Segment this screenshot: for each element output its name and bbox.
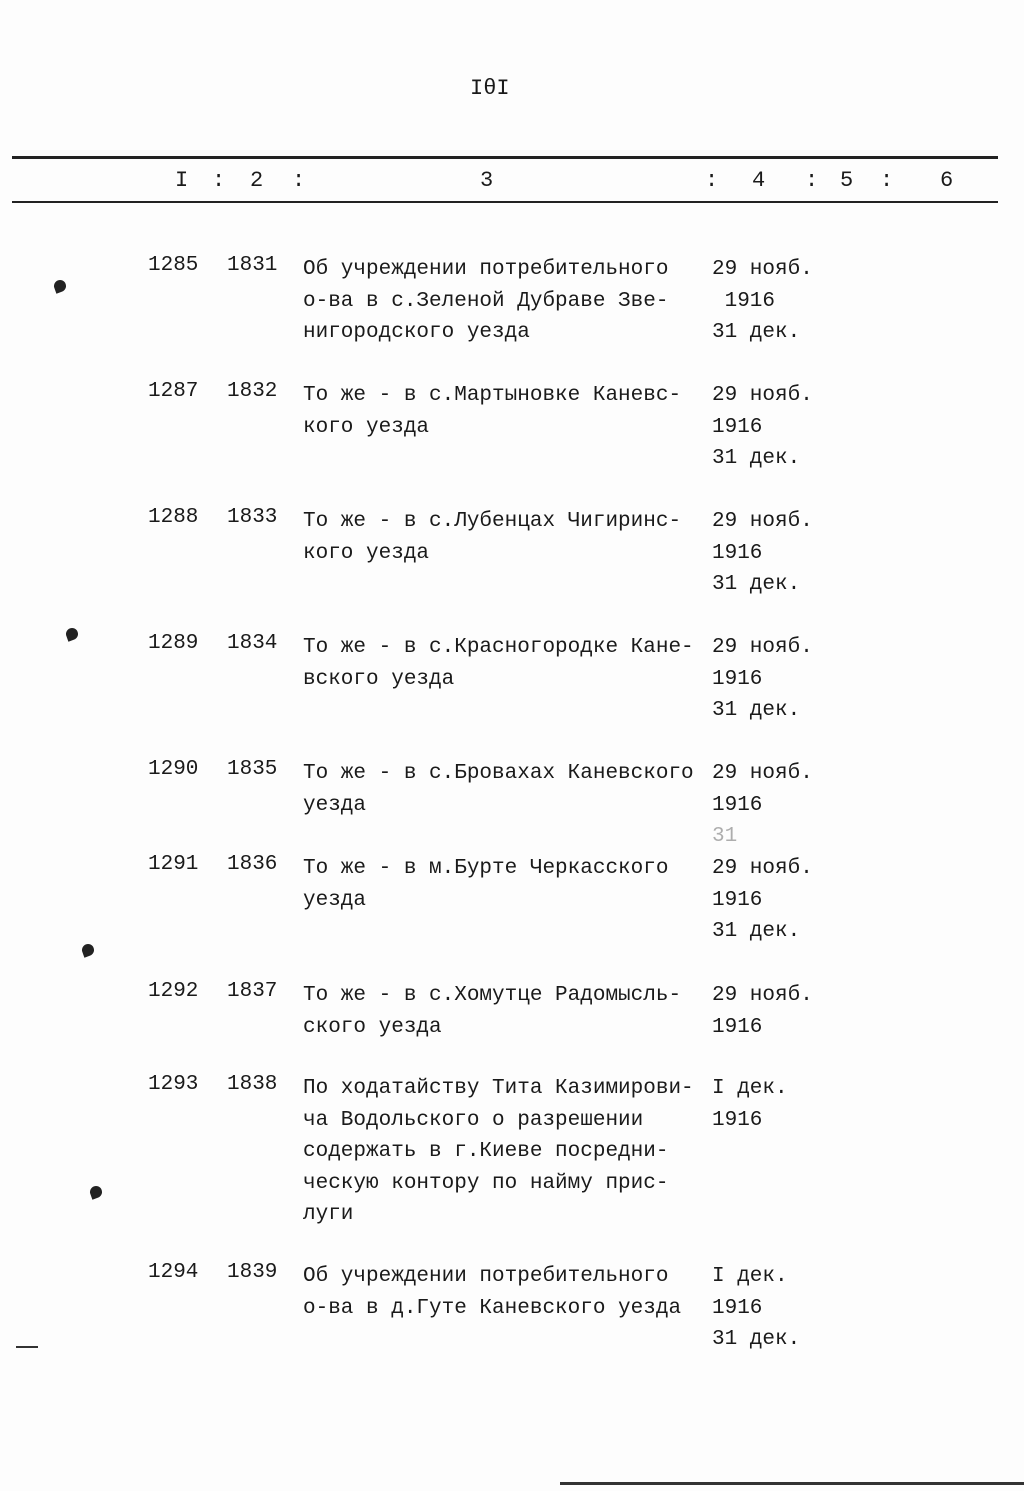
- binding-hole-mark: [64, 626, 79, 641]
- entry-dates: I дек. 1916: [712, 1077, 788, 1132]
- header-top-rule: [12, 156, 998, 159]
- file-number: 1835: [227, 758, 278, 781]
- entry-title: То же - в м.Бурте Черкасского уезда: [303, 857, 669, 912]
- entry-number: 1288: [148, 506, 199, 529]
- entry-title: То же - в с.Красногородке Кане- вского уезда: [303, 636, 694, 691]
- binding-hole-mark: [52, 278, 67, 293]
- entry-dates: I дек. 1916 31 дек.: [712, 1265, 801, 1351]
- page-number: IθI: [470, 76, 510, 101]
- col-header-5: 5: [840, 168, 854, 193]
- entry-number: 1290: [148, 758, 199, 781]
- entry-dates: 29 нояб. 1916: [712, 762, 813, 817]
- faint-date: 31: [712, 825, 738, 848]
- col-header-4: 4: [752, 168, 766, 193]
- entry-title: То же - в с.Хомутце Радомысль- ского уезда: [303, 984, 682, 1039]
- col-sep: :: [880, 168, 894, 193]
- col-sep: :: [292, 168, 306, 193]
- binding-hole-mark: [88, 1184, 103, 1199]
- entry-title: По ходатайству Тита Казимирови- ча Водольского о разрешении содержать в г.Киеве посредни- ческую контору по найму прис- луги: [303, 1077, 694, 1226]
- col-header-3: 3: [480, 168, 494, 193]
- file-number: 1833: [227, 506, 278, 529]
- header-bottom-rule: [12, 201, 998, 203]
- entry-number: 1292: [148, 980, 199, 1003]
- entry-number: 1294: [148, 1261, 199, 1284]
- entry-number: 1287: [148, 380, 199, 403]
- entry-dates: 29 нояб. 1916 31 дек.: [712, 258, 813, 344]
- entry-dates: 29 нояб. 1916 31 дек.: [712, 510, 813, 596]
- col-header-2: 2: [250, 168, 264, 193]
- file-number: 1837: [227, 980, 278, 1003]
- entry-number: 1289: [148, 632, 199, 655]
- bottom-edge: [560, 1482, 1024, 1485]
- binding-hole-mark: [80, 942, 95, 957]
- col-sep: :: [212, 168, 226, 193]
- col-header-1: I: [175, 168, 189, 193]
- file-number: 1838: [227, 1073, 278, 1096]
- file-number: 1832: [227, 380, 278, 403]
- col-sep: :: [705, 168, 719, 193]
- file-number: 1839: [227, 1261, 278, 1284]
- file-number: 1831: [227, 254, 278, 277]
- file-number: 1834: [227, 632, 278, 655]
- entry-title: Об учреждении потребительного о-ва в с.Зеленой Дубраве Зве- нигородского уезда: [303, 258, 669, 344]
- entry-title: То же - в с.Мартыновке Каневс- кого уезда: [303, 384, 682, 439]
- entry-title: Об учреждении потребительного о-ва в д.Гуте Каневского уезда: [303, 1265, 682, 1320]
- entry-number: 1293: [148, 1073, 199, 1096]
- entry-number: 1285: [148, 254, 199, 277]
- entry-dates: 29 нояб. 1916 31 дек.: [712, 636, 813, 722]
- file-number: 1836: [227, 853, 278, 876]
- entry-dates: 29 нояб. 1916: [712, 984, 813, 1039]
- entry-title: То же - в с.Лубенцах Чигиринс- кого уезда: [303, 510, 682, 565]
- col-header-6: 6: [940, 168, 954, 193]
- col-sep: :: [805, 168, 819, 193]
- scan-mark: [16, 1346, 38, 1348]
- entry-title: То же - в с.Бровахах Каневского уезда: [303, 762, 694, 817]
- entry-dates: 29 нояб. 1916 31 дек.: [712, 384, 813, 470]
- entry-number: 1291: [148, 853, 199, 876]
- entry-dates: 29 нояб. 1916 31 дек.: [712, 857, 813, 943]
